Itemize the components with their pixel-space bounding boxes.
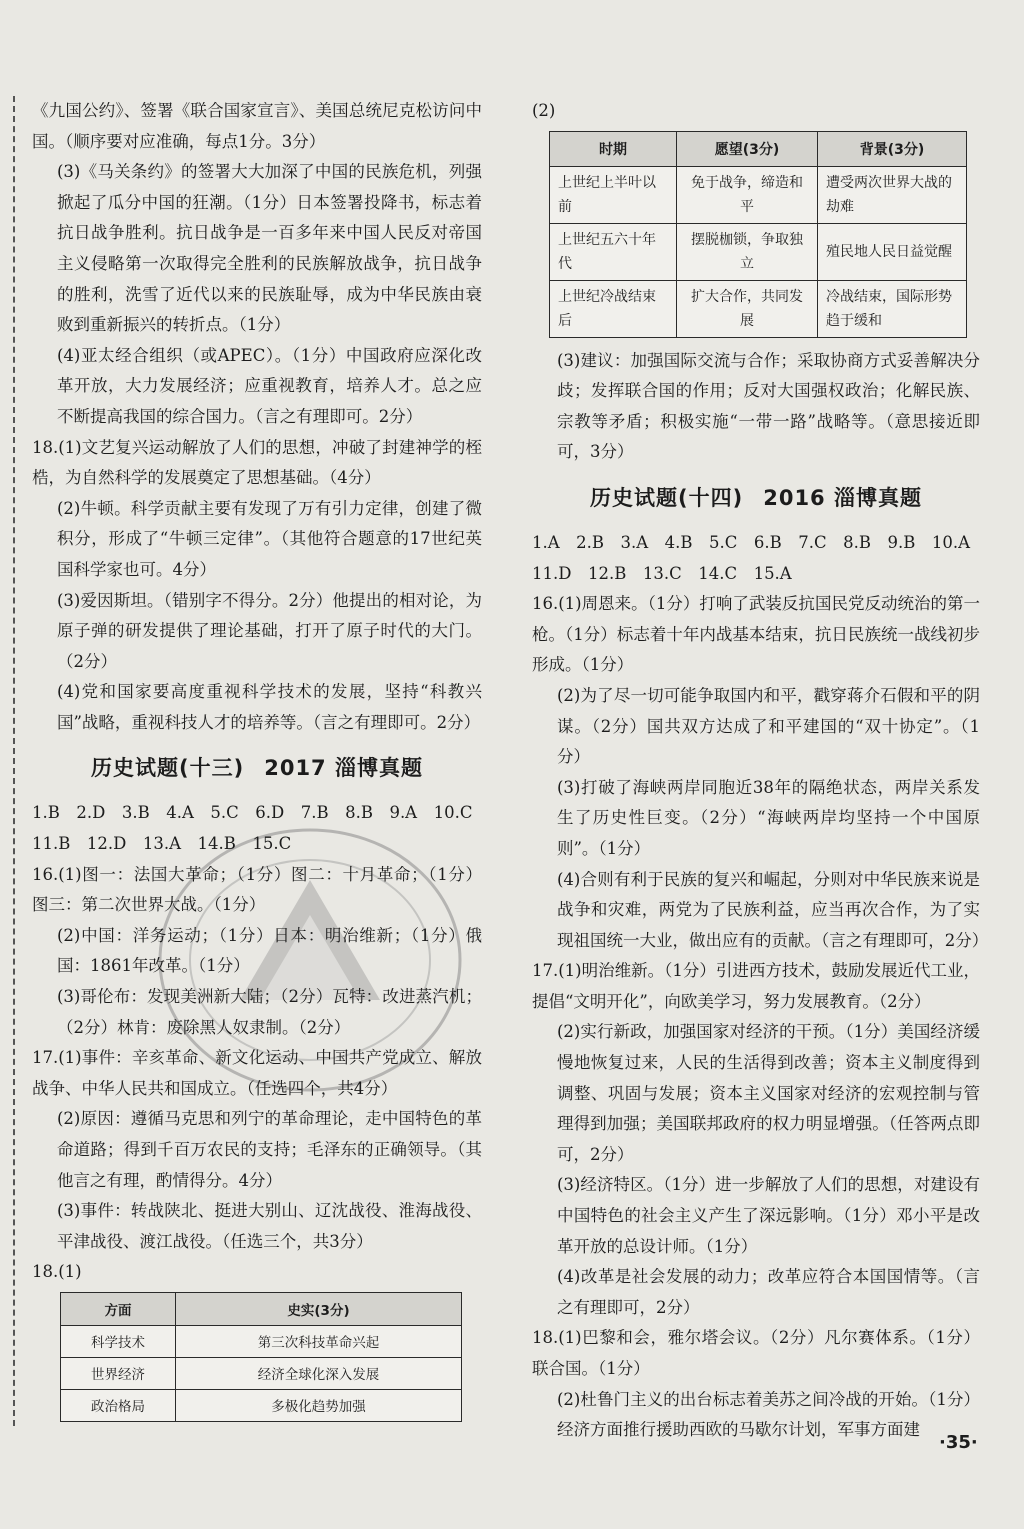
table-row	[550, 280, 967, 337]
answer-paragraph: (3)事件：转战陕北、挺进大别山、辽沈战役、淮海战役、平津战役、渡江战役。（任选三个，共3分）	[57, 1201, 482, 1251]
binding-margin-line	[13, 96, 15, 1426]
table-cell: 世界经济	[61, 1357, 176, 1389]
answer-key-row: 1.A 2.B 3.A 4.B 5.C 6.B 7.C 8.B 9.B 10.A	[532, 532, 971, 552]
table-cell: 科学技术	[61, 1325, 176, 1357]
table-header: 史实(3分)	[176, 1292, 462, 1325]
table-row	[61, 1325, 462, 1357]
answer-paragraph: (2)实行新政，加强国家对经济的干预。（1分）美国经济缓慢地恢复过来，人民的生活得到改善；资本主义制度得到调整、巩固与发展；资本主义国家对经济的宏观控制与管理得到加强；美国联邦政府的权力明显增强。（任答两点即可，2分）	[557, 1022, 980, 1164]
table-cell: 免于战争，缔造和平	[677, 166, 818, 223]
table-cell: 上世纪冷战结束后	[550, 280, 677, 337]
section-title-sub: 2017 淄博真题	[264, 756, 423, 781]
answer-paragraph: (3)打破了海峡两岸同胞近38年的隔绝状态，两岸关系发生了历史性巨变。（2分）“海峡两岸均坚持一个中国原则”。（1分）	[557, 777, 980, 858]
answer-paragraph: 17.(1)明治维新。（1分）引进西方技术，鼓励发展近代工业，提倡“文明开化”，向欧美学习，努力发展教育。（2分）	[532, 961, 980, 1011]
answer-key-row: 11.D 12.B 13.C 14.C 15.A	[532, 563, 792, 583]
page-number: ·35·	[939, 1432, 978, 1453]
table-cell: 政治格局	[61, 1389, 176, 1421]
section-title-main: 历史试题(十四)	[590, 485, 744, 510]
answer-paragraph: 18.(1)巴黎和会，雅尔塔会议。（2分）凡尔赛体系。（1分）联合国。（1分）	[532, 1328, 980, 1378]
right-column	[532, 96, 989, 1446]
answer-paragraph: (3)爱因斯坦。（错别字不得分。2分）他提出的相对论，为原子弹的研发提供了理论基础，打开了原子时代的大门。（2分）	[57, 590, 482, 671]
table-header-row	[550, 131, 967, 166]
answer-paragraph: (2)为了尽一切可能争取国内和平，戳穿蒋介石假和平的阴谋。（2分）国共双方达成了和平建国的“双十协定”。（1分）	[557, 685, 980, 767]
answer-paragraph: (2)原因：遵循马克思和列宁的革命理论，走中国特色的革命道路；得到千百万农民的支持；毛泽东的正确领导。（其他言之有理，酌情得分。4分）	[57, 1109, 482, 1190]
answer-paragraph: (3)经济特区。（1分）进一步解放了人们的思想，对建设有中国特色的社会主义产生了深远影响。（1分）邓小平是改革开放的总设计师。（1分）	[557, 1175, 980, 1256]
answer-paragraph: 17.(1)事件：辛亥革命、新文化运动、中国共产党成立、解放战争、中华人民共和国成立。（任选四个，共4分）	[32, 1048, 482, 1098]
table-cell: 遭受两次世界大战的劫难	[818, 166, 967, 223]
table-cell: 上世纪五六十年代	[550, 223, 677, 280]
table-row	[61, 1389, 462, 1421]
left-column	[32, 96, 482, 1422]
answer-paragraph: 16.(1)周恩来。（1分）打响了武装反抗国民党反动统治的第一枪。（1分）标志着十年内战基本结束，抗日民族统一战线初步形成。（1分）	[532, 594, 980, 675]
table-cell: 第三次科技革命兴起	[176, 1325, 462, 1357]
answer-paragraph: (2)中国：洋务运动；（1分）日本：明治维新；（1分）俄国：1861年改革。（1分）	[57, 925, 482, 976]
answer-paragraph: 18.(1)	[32, 1262, 82, 1282]
answer-paragraph: (4)改革是社会发展的动力；改革应符合本国国情等。（言之有理即可，2分）	[557, 1267, 980, 1317]
table-row	[550, 223, 967, 280]
history-facts-table	[60, 1292, 462, 1422]
section-title-14	[532, 468, 980, 528]
section-title-sub: 2016 淄博真题	[763, 485, 922, 510]
answer-paragraph: (3)哥伦布：发现美洲新大陆；（2分）瓦特：改进蒸汽机；（2分）林肯：废除黑人奴隶制。（2分）	[57, 987, 482, 1037]
table-header: 愿望(3分)	[677, 131, 818, 166]
table-row	[550, 166, 967, 223]
answer-paragraph: (4)党和国家要高度重视科学技术的发展，坚持“科教兴国”战略，重视科技人才的培养等。（言之有理即可。2分）	[57, 682, 482, 732]
answer-paragraph: (3)建议：加强国际交流与合作；采取协商方式妥善解决分歧；发挥联合国的作用；反对大国强权政治；化解民族、宗教等矛盾；积极实施“一带一路”战略等。（意思接近即可，3分）	[557, 350, 980, 462]
answer-paragraph: 《九国公约》、签署《联合国家宣言》、美国总统尼克松访问中国。（顺序要对应准确，每点1分。3分）	[32, 101, 482, 151]
table-header-row	[61, 1292, 462, 1325]
table-row	[61, 1357, 462, 1389]
answer-paragraph: (4)合则有利于民族的复兴和崛起，分则对中华民族来说是战争和灾难，两党为了民族利益，应当再次合作，为了实现祖国统一大业，做出应有的贡献。（言之有理即可，2分）	[557, 869, 989, 950]
table-cell: 殖民地人民日益觉醒	[818, 223, 967, 280]
table-header: 背景(3分)	[818, 131, 967, 166]
answer-paragraph: (3)《马关条约》的签署大大加深了中国的民族危机，列强掀起了瓜分中国的狂潮。（1分）日本签署投降书，标志着抗日战争胜利。抗日战争是一百多年来中国人民反对帝国主义侵略第一次取得完全胜利的民族解放战争，抗日战争的胜利，洗雪了近代以来的民族耻辱，成为中华民族由衰败到重新振兴的转折点。（1分）	[57, 162, 482, 335]
answer-key-row: 11.B 12.D 13.A 14.B 15.C	[32, 834, 292, 854]
section-title-main: 历史试题(十三)	[91, 756, 245, 781]
section-title-13	[32, 738, 482, 798]
answer-paragraph: 18.(1)文艺复兴运动解放了人们的思想，冲破了封建神学的桎梏，为自然科学的发展奠定了思想基础。（4分）	[32, 437, 482, 488]
table-cell: 上世纪上半叶以前	[550, 166, 677, 223]
table-header: 时期	[550, 131, 677, 166]
answer-key-row: 1.B 2.D 3.B 4.A 5.C 6.D 7.B 8.B 9.A 10.C	[32, 803, 473, 823]
table-header: 方面	[61, 1292, 176, 1325]
table-cell: 摆脱枷锁，争取独立	[677, 223, 818, 280]
table-cell: 冷战结束，国际形势趋于缓和	[818, 280, 967, 337]
answer-paragraph: 16.(1)图一：法国大革命；（1分）图二：十月革命；（1分）图三：第二次世界大战。（1分）	[32, 864, 482, 915]
table-cell: 多极化趋势加强	[176, 1389, 462, 1421]
answer-paragraph: (2)	[532, 101, 556, 120]
answer-paragraph: (2)杜鲁门主义的出台标志着美苏之间冷战的开始。（1分）经济方面推行援助西欧的马歇尔计划，军事方面建	[557, 1389, 980, 1440]
answer-paragraph: (2)牛顿。科学贡献主要有发现了万有引力定律，创建了微积分，形成了“牛顿三定律”。（其他符合题意的17世纪英国科学家也可。4分）	[57, 498, 482, 579]
answer-paragraph: (4)亚太经合组织（或APEC）。（1分）中国政府应深化改革开放，大力发展经济；应重视教育，培养人才。总之应不断提高我国的综合国力。（言之有理即可。2分）	[57, 345, 482, 426]
table-cell: 扩大合作，共同发展	[677, 280, 818, 337]
period-wishes-table	[549, 131, 967, 338]
table-cell: 经济全球化深入发展	[176, 1357, 462, 1389]
